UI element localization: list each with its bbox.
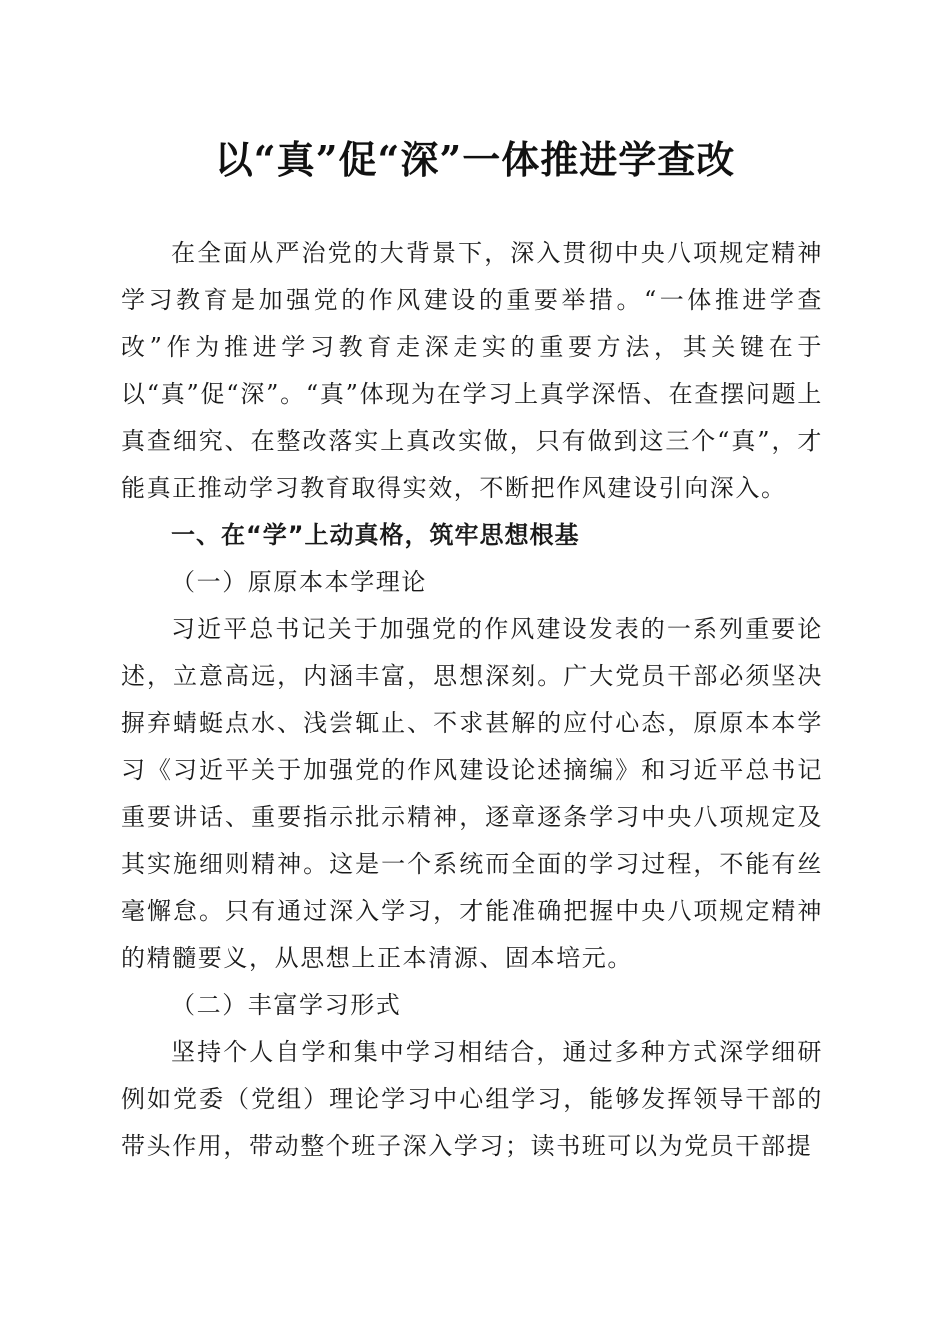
document-title: 以“真”促“深”一体推进学查改 (214, 137, 736, 182)
section-1-heading: 一、在“学”上动真格，筑牢思想根基 (171, 521, 580, 549)
subsection-2-paragraph: 坚持个人自学和集中学习相结合，通过多种方式深学细研例如党委（党组）理论学习中心组学习，能够发挥领导干部的带头作用，带动整个班子深入学习；读书班可以为党员干部提 (121, 1038, 823, 1160)
intro-paragraph: 在全面从严治党的大背景下，深入贯彻中央八项规定精神学习教育是加强党的作风建设的重要举措。“一体推进学查改”作为推进学习教育走深走实的重要方法，其关键在于以“真”促“深”。“真”体现为在学习上真学深悟、在查摆问题上真查细究、在整改落实上真改实做，只有做到这三个“真”，才能真正推动学习教育取得实效，不断把作风建设引向深入。 (121, 239, 823, 502)
subsection-2-heading: （二）丰富学习形式 (171, 991, 402, 1019)
document-body (121, 230, 823, 1170)
subsection-1-paragraph: 习近平总书记关于加强党的作风建设发表的一系列重要论述，立意高远，内涵丰富，思想深刻。广大党员干部必须坚决摒弃蜻蜓点水、浅尝辄止、不求甚解的应付心态，原原本本学习《习近平关于加强党的作风建设论述摘编》和习近平总书记重要讲话、重要指示批示精神，逐章逐条学习中央八项规定及其实施细则精神。这是一个系统而全面的学习过程，不能有丝毫懈怠。只有通过深入学习，才能准确把握中央八项规定精神的精髓要义，从思想上正本清源、固本培元。 (121, 615, 823, 972)
subsection-1-heading: （一）原原本本学理论 (171, 568, 427, 596)
